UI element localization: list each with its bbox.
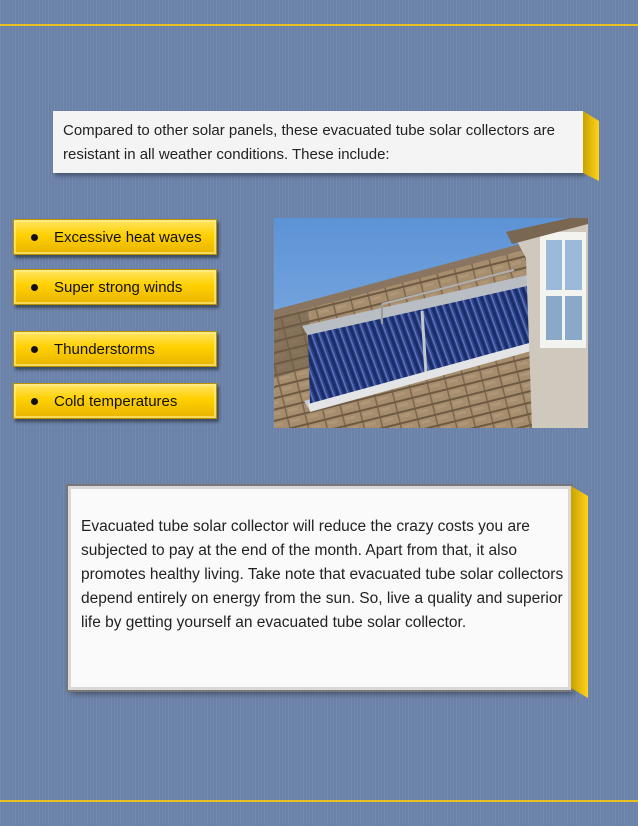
closing-callout [68,486,588,698]
intro-box [53,111,583,173]
bottom-rule [0,800,638,802]
bullet-dot-icon [31,284,38,291]
closing-text: Evacuated tube solar collector will reduce the crazy costs you are subjected to pay at the end of the month. Apart from that, it also promotes healthy living. Take note that evacuated tube solar collectors depend entirely on energy from the sun. So, live a quality and superior life by getting yourself an evacuated tube solar collector. [81,518,564,631]
intro-callout [53,111,599,181]
top-rule [0,24,638,26]
condition-label: Thunderstorms [54,340,155,358]
condition-item [13,219,217,255]
condition-label: Excessive heat waves [54,228,202,246]
condition-item [13,383,217,419]
condition-label: Super strong winds [54,278,183,296]
condition-item [13,331,217,367]
closing-callout-tab [571,486,588,698]
closing-box [68,486,571,690]
bullet-dot-icon [31,398,38,405]
bullet-dot-icon [31,234,38,241]
intro-text: Compared to other solar panels, these evacuated tube solar collectors are resistant in all weather conditions. These include: [63,122,555,163]
intro-callout-tab [583,111,599,181]
solar-collector-photo [274,218,588,428]
condition-label: Cold temperatures [54,392,178,410]
condition-item [13,269,217,305]
bullet-dot-icon [31,346,38,353]
